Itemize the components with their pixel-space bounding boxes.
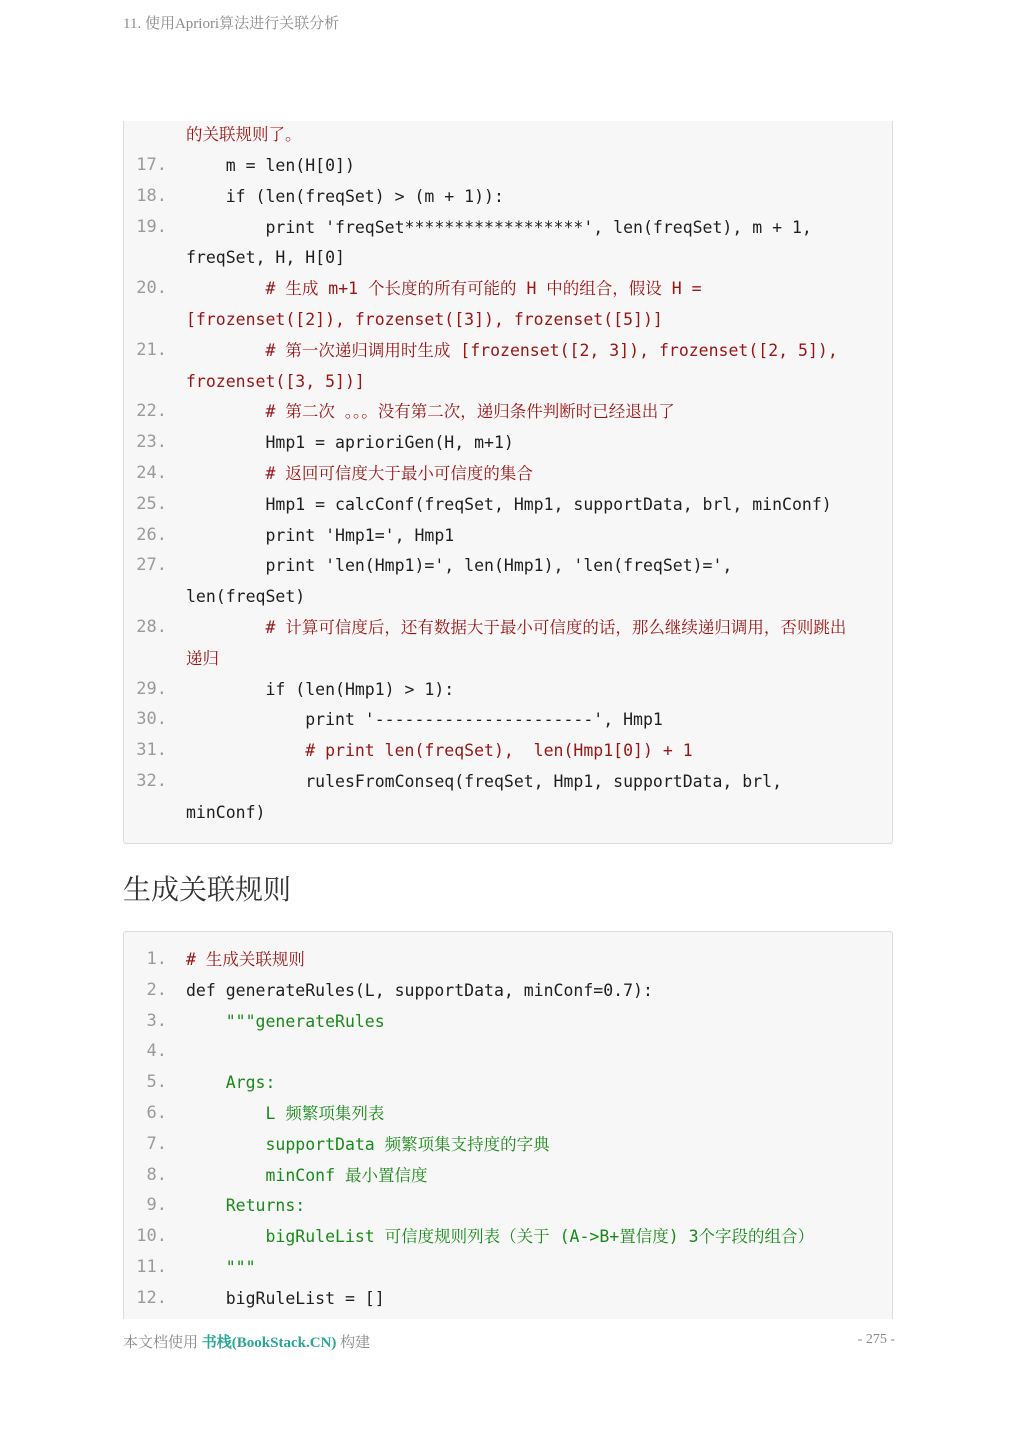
code-text: freqSet, H, H[0] <box>186 248 345 267</box>
line-number: 18. <box>136 186 167 206</box>
code-text: [frozenset([2]), frozenset([3]), frozenset([5])] <box>186 310 663 329</box>
code-text: print '----------------------', Hmp1 <box>186 710 663 729</box>
code-text: rulesFromConseq(freqSet, Hmp1, supportData, brl, <box>186 772 783 791</box>
code-text: # print len(freqSet), len(Hmp1[0]) + 1 <box>186 741 693 760</box>
code-text: Hmp1 = aprioriGen(H, m+1) <box>186 433 514 452</box>
line-number: 31. <box>136 740 167 760</box>
line-number: 24. <box>136 463 167 483</box>
line-number: 21. <box>136 340 167 360</box>
line-number: 17. <box>136 155 167 175</box>
code-text: """generateRules <box>186 1012 385 1031</box>
line-number: 28. <box>136 617 167 637</box>
code-block-generate-rules <box>123 931 893 1319</box>
footer-prefix: 本文档使用 <box>123 1335 199 1351</box>
line-number: 22. <box>136 401 167 421</box>
line-number: 6. <box>146 1103 167 1123</box>
line-number: 2. <box>146 980 167 1000</box>
code-text: m = len(H[0]) <box>186 156 355 175</box>
code-text: # 第二次 。。。没有第二次，递归条件判断时已经退出了 <box>186 402 675 421</box>
line-number: 12. <box>136 1288 167 1308</box>
code-text: minConf 最小置信度 <box>186 1166 428 1185</box>
footer-link[interactable]: 书栈(BookStack.CN) <box>201 1335 337 1351</box>
line-number: 10. <box>136 1226 167 1246</box>
line-number: 7. <box>146 1134 167 1154</box>
line-number: 29. <box>136 679 167 699</box>
footer-credit <box>123 1331 370 1352</box>
line-number: 9. <box>146 1195 167 1215</box>
code-text: Args: <box>186 1073 276 1092</box>
code-text: Returns: <box>186 1196 306 1215</box>
line-number: 26. <box>136 525 167 545</box>
line-number: 32. <box>136 771 167 791</box>
line-number: 20. <box>136 278 167 298</box>
code-text: def generateRules(L, supportData, minConf=0.7): <box>186 981 653 1000</box>
line-number: 11. <box>136 1257 167 1277</box>
code-text: # 生成关联规则 <box>186 950 305 969</box>
code-text: bigRuleList 可信度规则列表（关于 (A->B+置信度) 3个字段的组合） <box>186 1227 815 1246</box>
page-header-title: 11. 使用Apriori算法进行关联分析 <box>123 16 340 32</box>
code-text: # 第一次递归调用时生成 [frozenset([2, 3]), frozenset([2, 5]), <box>186 341 838 360</box>
line-number: 4. <box>146 1041 167 1061</box>
line-number: 30. <box>136 709 167 729</box>
line-number: 3. <box>146 1011 167 1031</box>
code-block-rules-from-conseq <box>123 121 893 844</box>
code-text: 递归 <box>186 649 219 668</box>
line-number: 23. <box>136 432 167 452</box>
code-text: supportData 频繁项集支持度的字典 <box>186 1135 550 1154</box>
code-text: """ <box>186 1258 256 1277</box>
code-text: # 生成 m+1 个长度的所有可能的 H 中的组合，假设 H = <box>186 279 702 298</box>
code-text: if (len(freqSet) > (m + 1)): <box>186 187 504 206</box>
code-text: if (len(Hmp1) > 1): <box>186 680 455 699</box>
code-text: 的关联规则了。 <box>186 125 302 144</box>
code-text: frozenset([3, 5])] <box>186 372 365 391</box>
footer-suffix: 构建 <box>340 1335 371 1351</box>
line-number: 25. <box>136 494 167 514</box>
code-text: # 返回可信度大于最小可信度的集合 <box>186 464 533 483</box>
line-number: 5. <box>146 1072 167 1092</box>
code-text: print 'Hmp1=', Hmp1 <box>186 526 455 545</box>
code-text: len(freqSet) <box>186 587 306 606</box>
line-number: 27. <box>136 555 167 575</box>
code-text: minConf) <box>186 803 266 822</box>
code-text: print 'freqSet******************', len(freqSet), m + 1, <box>186 218 812 237</box>
page-number: - 275 - <box>857 1332 895 1347</box>
code-text: print 'len(Hmp1)=', len(Hmp1), 'len(freqSet)=', <box>186 556 733 575</box>
line-number: 8. <box>146 1165 167 1185</box>
code-text: L 频繁项集列表 <box>186 1104 385 1123</box>
code-text: bigRuleList = [] <box>186 1289 385 1308</box>
code-text: Hmp1 = calcConf(freqSet, Hmp1, supportData, brl, minConf) <box>186 495 832 514</box>
code-text: # 计算可信度后，还有数据大于最小可信度的话，那么继续递归调用，否则跳出 <box>186 618 847 637</box>
line-number: 1. <box>146 949 167 969</box>
line-number: 19. <box>136 217 167 237</box>
section-heading: 生成关联规则 <box>123 873 292 906</box>
